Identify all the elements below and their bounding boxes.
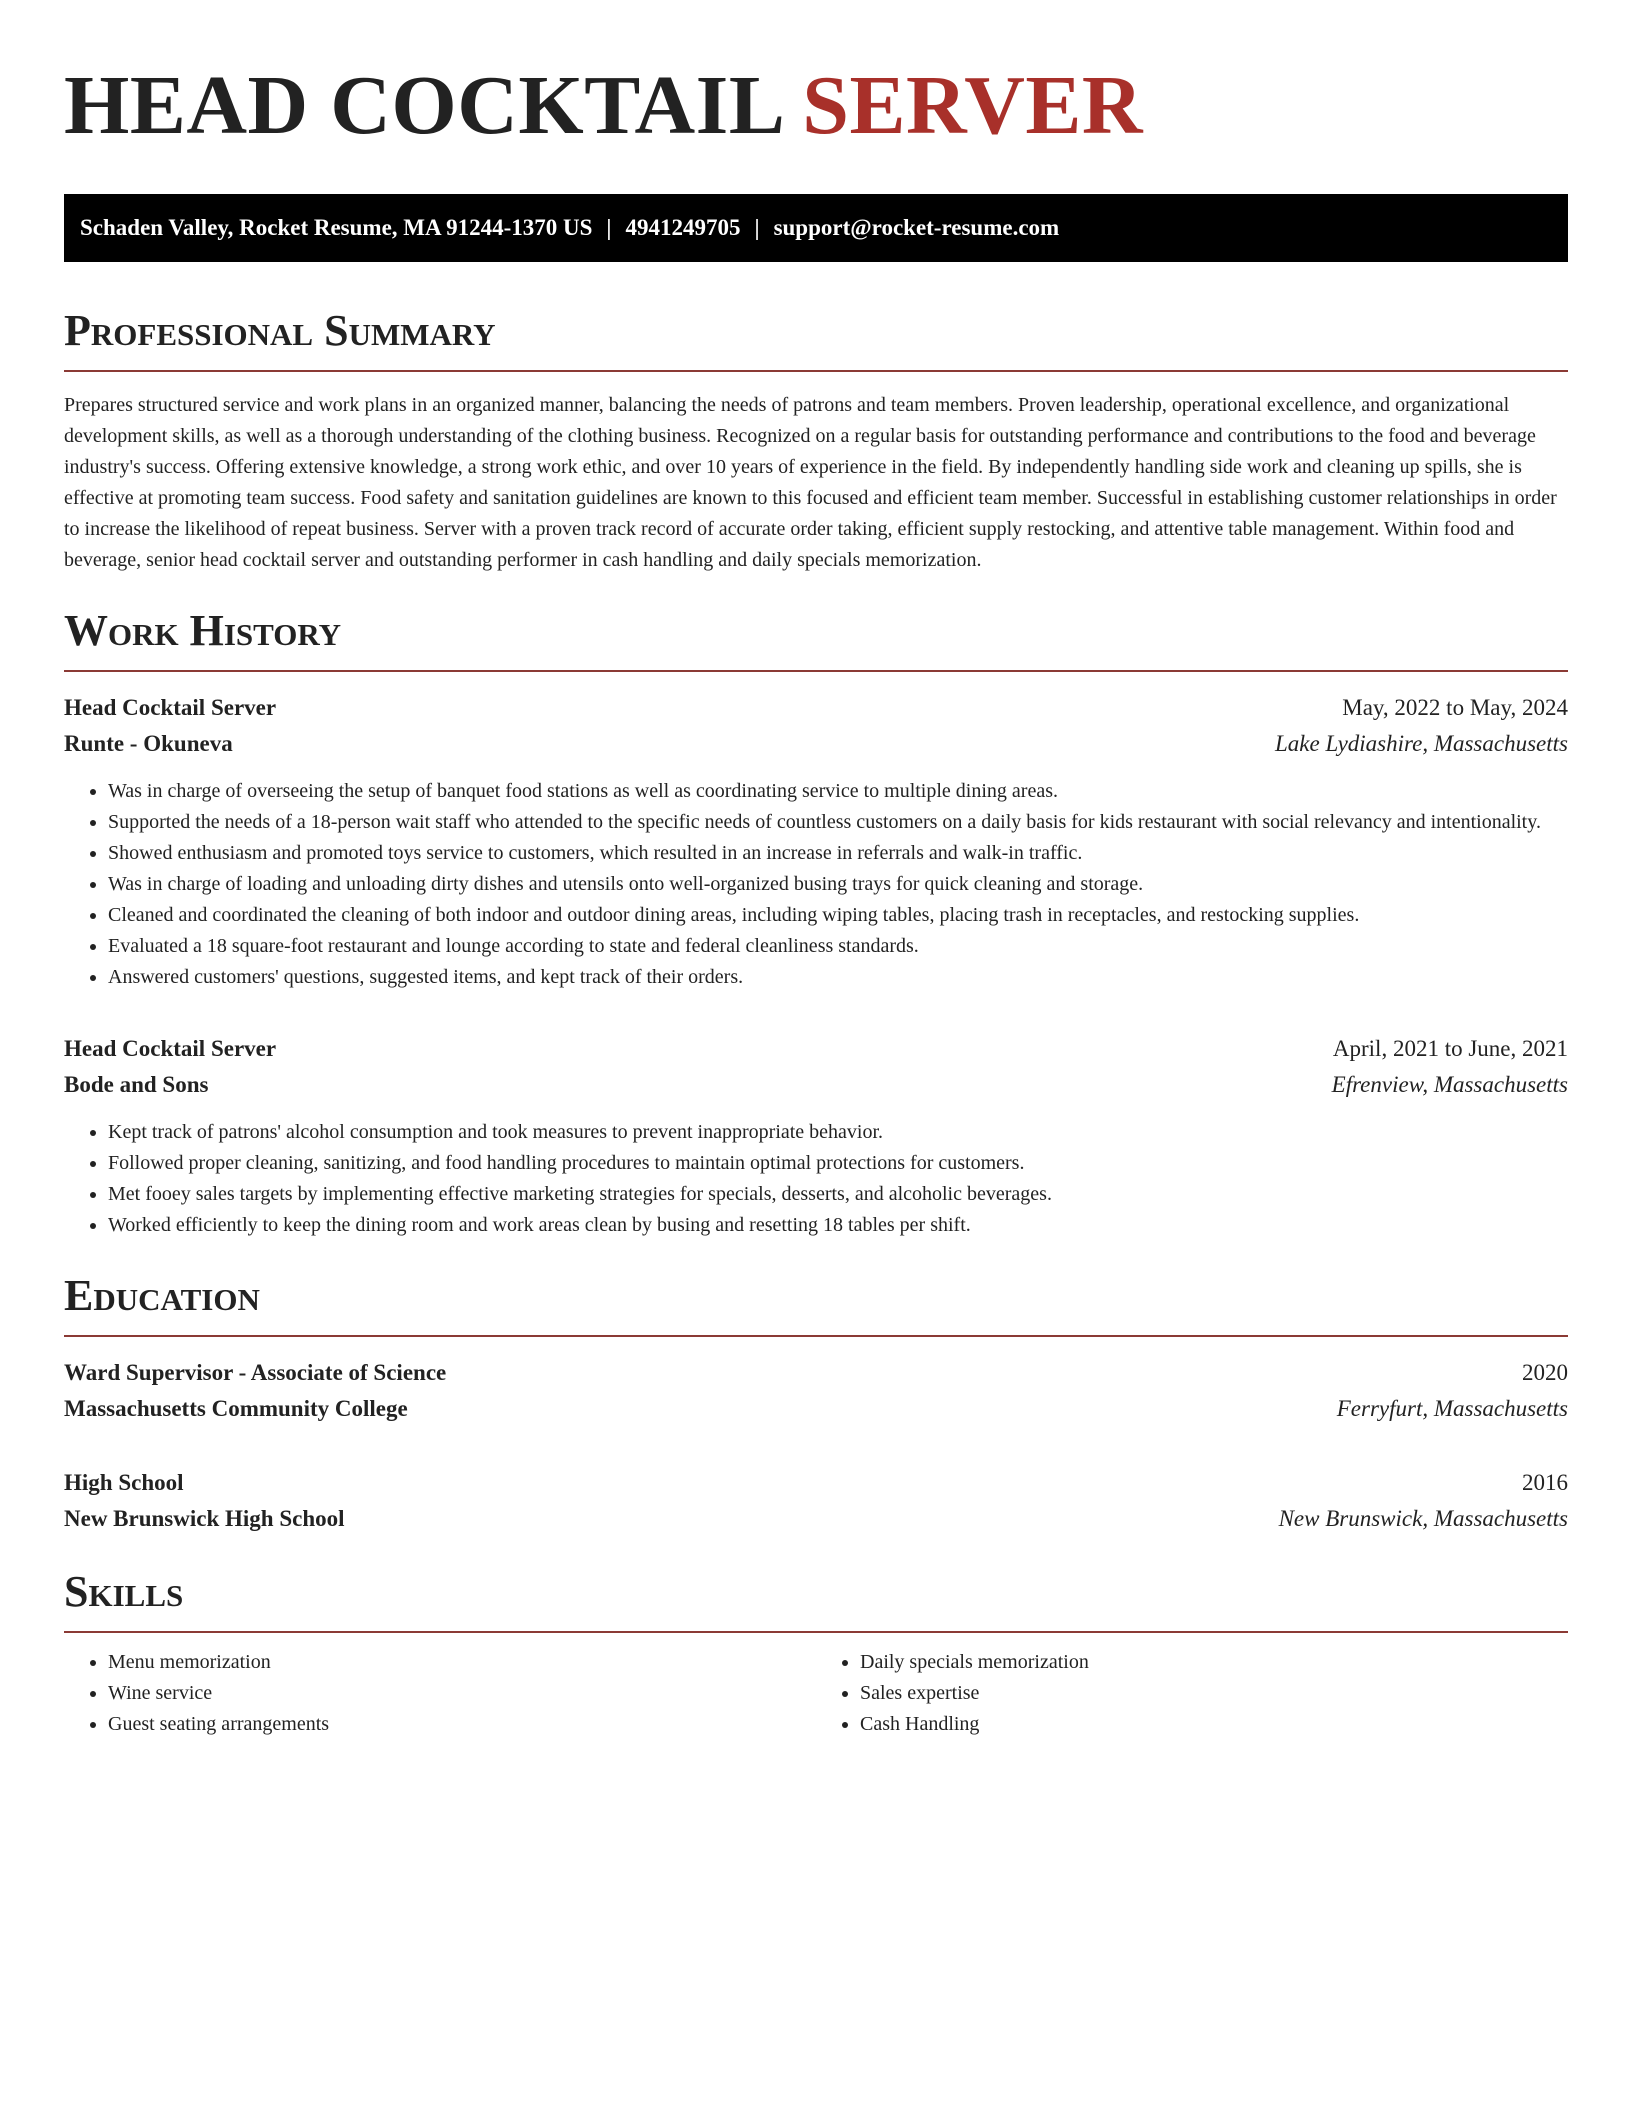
summary-section: [64, 306, 1568, 576]
education-school-row: [64, 1391, 1568, 1427]
contact-address: Schaden Valley, Rocket Resume, MA 91244-1370 US: [80, 215, 593, 240]
job-bullets: [64, 1117, 1568, 1241]
job-company: Bode and Sons: [64, 1072, 209, 1097]
education-heading: Education: [64, 1271, 1568, 1337]
job-bullet: • Cleaned and coordinated the cleaning of both indoor and outdoor dining areas, including wiping tables, placing trash in receptacles, and restocking supplies.: [108, 900, 1568, 931]
job-bullet: • Answered customers' questions, suggested items, and kept track of their orders.: [108, 962, 1568, 993]
education-school-row: [64, 1501, 1568, 1537]
skill-item: • Guest seating arrangements: [108, 1709, 816, 1740]
skill-item: • Daily specials memorization: [860, 1647, 1568, 1678]
summary-heading: Professional Summary: [64, 306, 1568, 372]
education-section: [64, 1271, 1568, 1537]
resume-title: [64, 56, 1568, 156]
job-title: Head Cocktail Server: [64, 1036, 277, 1061]
job-dates: April, 2021 to June, 2021: [1332, 1036, 1568, 1061]
education-degree-row: [64, 1465, 1568, 1501]
job-bullet: • Showed enthusiasm and promoted toys service to customers, which resulted in an increase in referrals and walk-in traffic.: [108, 838, 1568, 869]
job-company-row: [64, 726, 1568, 762]
education-year: 2016: [1522, 1470, 1568, 1495]
job-bullet: • Was in charge of overseeing the setup of banquet food stations as well as coordinating service to multiple dining areas.: [108, 776, 1568, 807]
skill-item: • Sales expertise: [860, 1678, 1568, 1709]
job-bullet: • Followed proper cleaning, sanitizing, and food handling procedures to maintain optimal protections for customers.: [108, 1148, 1568, 1179]
education-location: New Brunswick, Massachusetts: [1278, 1506, 1568, 1531]
job-company-row: [64, 1067, 1568, 1103]
education-degree: High School: [64, 1470, 184, 1495]
job-entry: [64, 690, 1568, 993]
job-entry: [64, 1031, 1568, 1241]
education-year: 2020: [1522, 1360, 1568, 1385]
job-dates: May, 2022 to May, 2024: [1342, 695, 1568, 720]
job-location: Lake Lydiashire, Massachusetts: [1275, 731, 1568, 756]
contact-separator: |: [754, 215, 760, 240]
skills-section: [64, 1567, 1568, 1740]
skill-item: • Cash Handling: [860, 1709, 1568, 1740]
skills-heading: Skills: [64, 1567, 1568, 1633]
job-company: Runte - Okuneva: [64, 731, 233, 756]
skill-item: • Wine service: [108, 1678, 816, 1709]
education-school: Massachusetts Community College: [64, 1396, 408, 1421]
contact-bar: [64, 194, 1568, 262]
skills-list-right: [816, 1647, 1568, 1740]
contact-email: support@rocket-resume.com: [773, 215, 1060, 240]
summary-text: Prepares structured service and work plans in an organized manner, balancing the needs of patrons and team members. Proven leadership, operational excellence, and organizational development skills, as well as a thorough understanding of the clothing business. Recognized on a regular basis for outstanding performance and contributions to the food and beverage industry's success. Offering extensive knowledge, a strong work ethic, and over 10 years of experience in the field. By independently handling side work and cleaning up spills, she is effective at promoting team success. Food safety and sanitation guidelines are known to this focused and efficient team member. Successful in establishing customer relationships in order to increase the likelihood of repeat business. Server with a proven track record of accurate order taking, efficient supply restocking, and attentive table management. Within food and beverage, senior head cocktail server and outstanding performer in cash handling and daily specials memorization.: [64, 394, 1557, 571]
education-school: New Brunswick High School: [64, 1506, 345, 1531]
job-bullet: • Worked efficiently to keep the dining room and work areas clean by busing and resetting 18 tables per shift.: [108, 1210, 1568, 1241]
education-entry: [64, 1355, 1568, 1427]
job-location: Efrenview, Massachusetts: [1331, 1072, 1568, 1097]
skills-columns: [64, 1647, 1568, 1740]
skill-item: • Menu memorization: [108, 1647, 816, 1678]
education-entry: [64, 1465, 1568, 1537]
education-degree: Ward Supervisor - Associate of Science: [64, 1360, 447, 1385]
job-bullet: • Evaluated a 18 square-foot restaurant and lounge according to state and federal cleanliness standards.: [108, 931, 1568, 962]
work-history-heading: Work History: [64, 606, 1568, 672]
job-title: Head Cocktail Server: [64, 695, 277, 720]
contact-separator: |: [606, 215, 612, 240]
job-bullet: • Supported the needs of a 18-person wait staff who attended to the specific needs of countless customers on a daily basis for kids restaurant with social relevancy and intentionality.: [108, 807, 1568, 838]
job-bullet: • Met fooey sales targets by implementing effective marketing strategies for specials, desserts, and alcoholic beverages.: [108, 1179, 1568, 1210]
education-degree-row: [64, 1355, 1568, 1391]
job-bullet: • Was in charge of loading and unloading dirty dishes and utensils onto well-organized busing trays for quick cleaning and storage.: [108, 869, 1568, 900]
skills-list-left: [64, 1647, 816, 1740]
education-location: Ferryfurt, Massachusetts: [1336, 1396, 1568, 1421]
title-main: HEAD COCKTAIL: [64, 59, 781, 152]
job-bullets: [64, 776, 1568, 993]
contact-phone: 4941249705: [625, 215, 741, 240]
job-title-row: [64, 690, 1568, 726]
title-accent: SERVER: [802, 59, 1144, 152]
job-title-row: [64, 1031, 1568, 1067]
work-history-section: [64, 606, 1568, 1241]
job-bullet: • Kept track of patrons' alcohol consumption and took measures to prevent inappropriate behavior.: [108, 1117, 1568, 1148]
